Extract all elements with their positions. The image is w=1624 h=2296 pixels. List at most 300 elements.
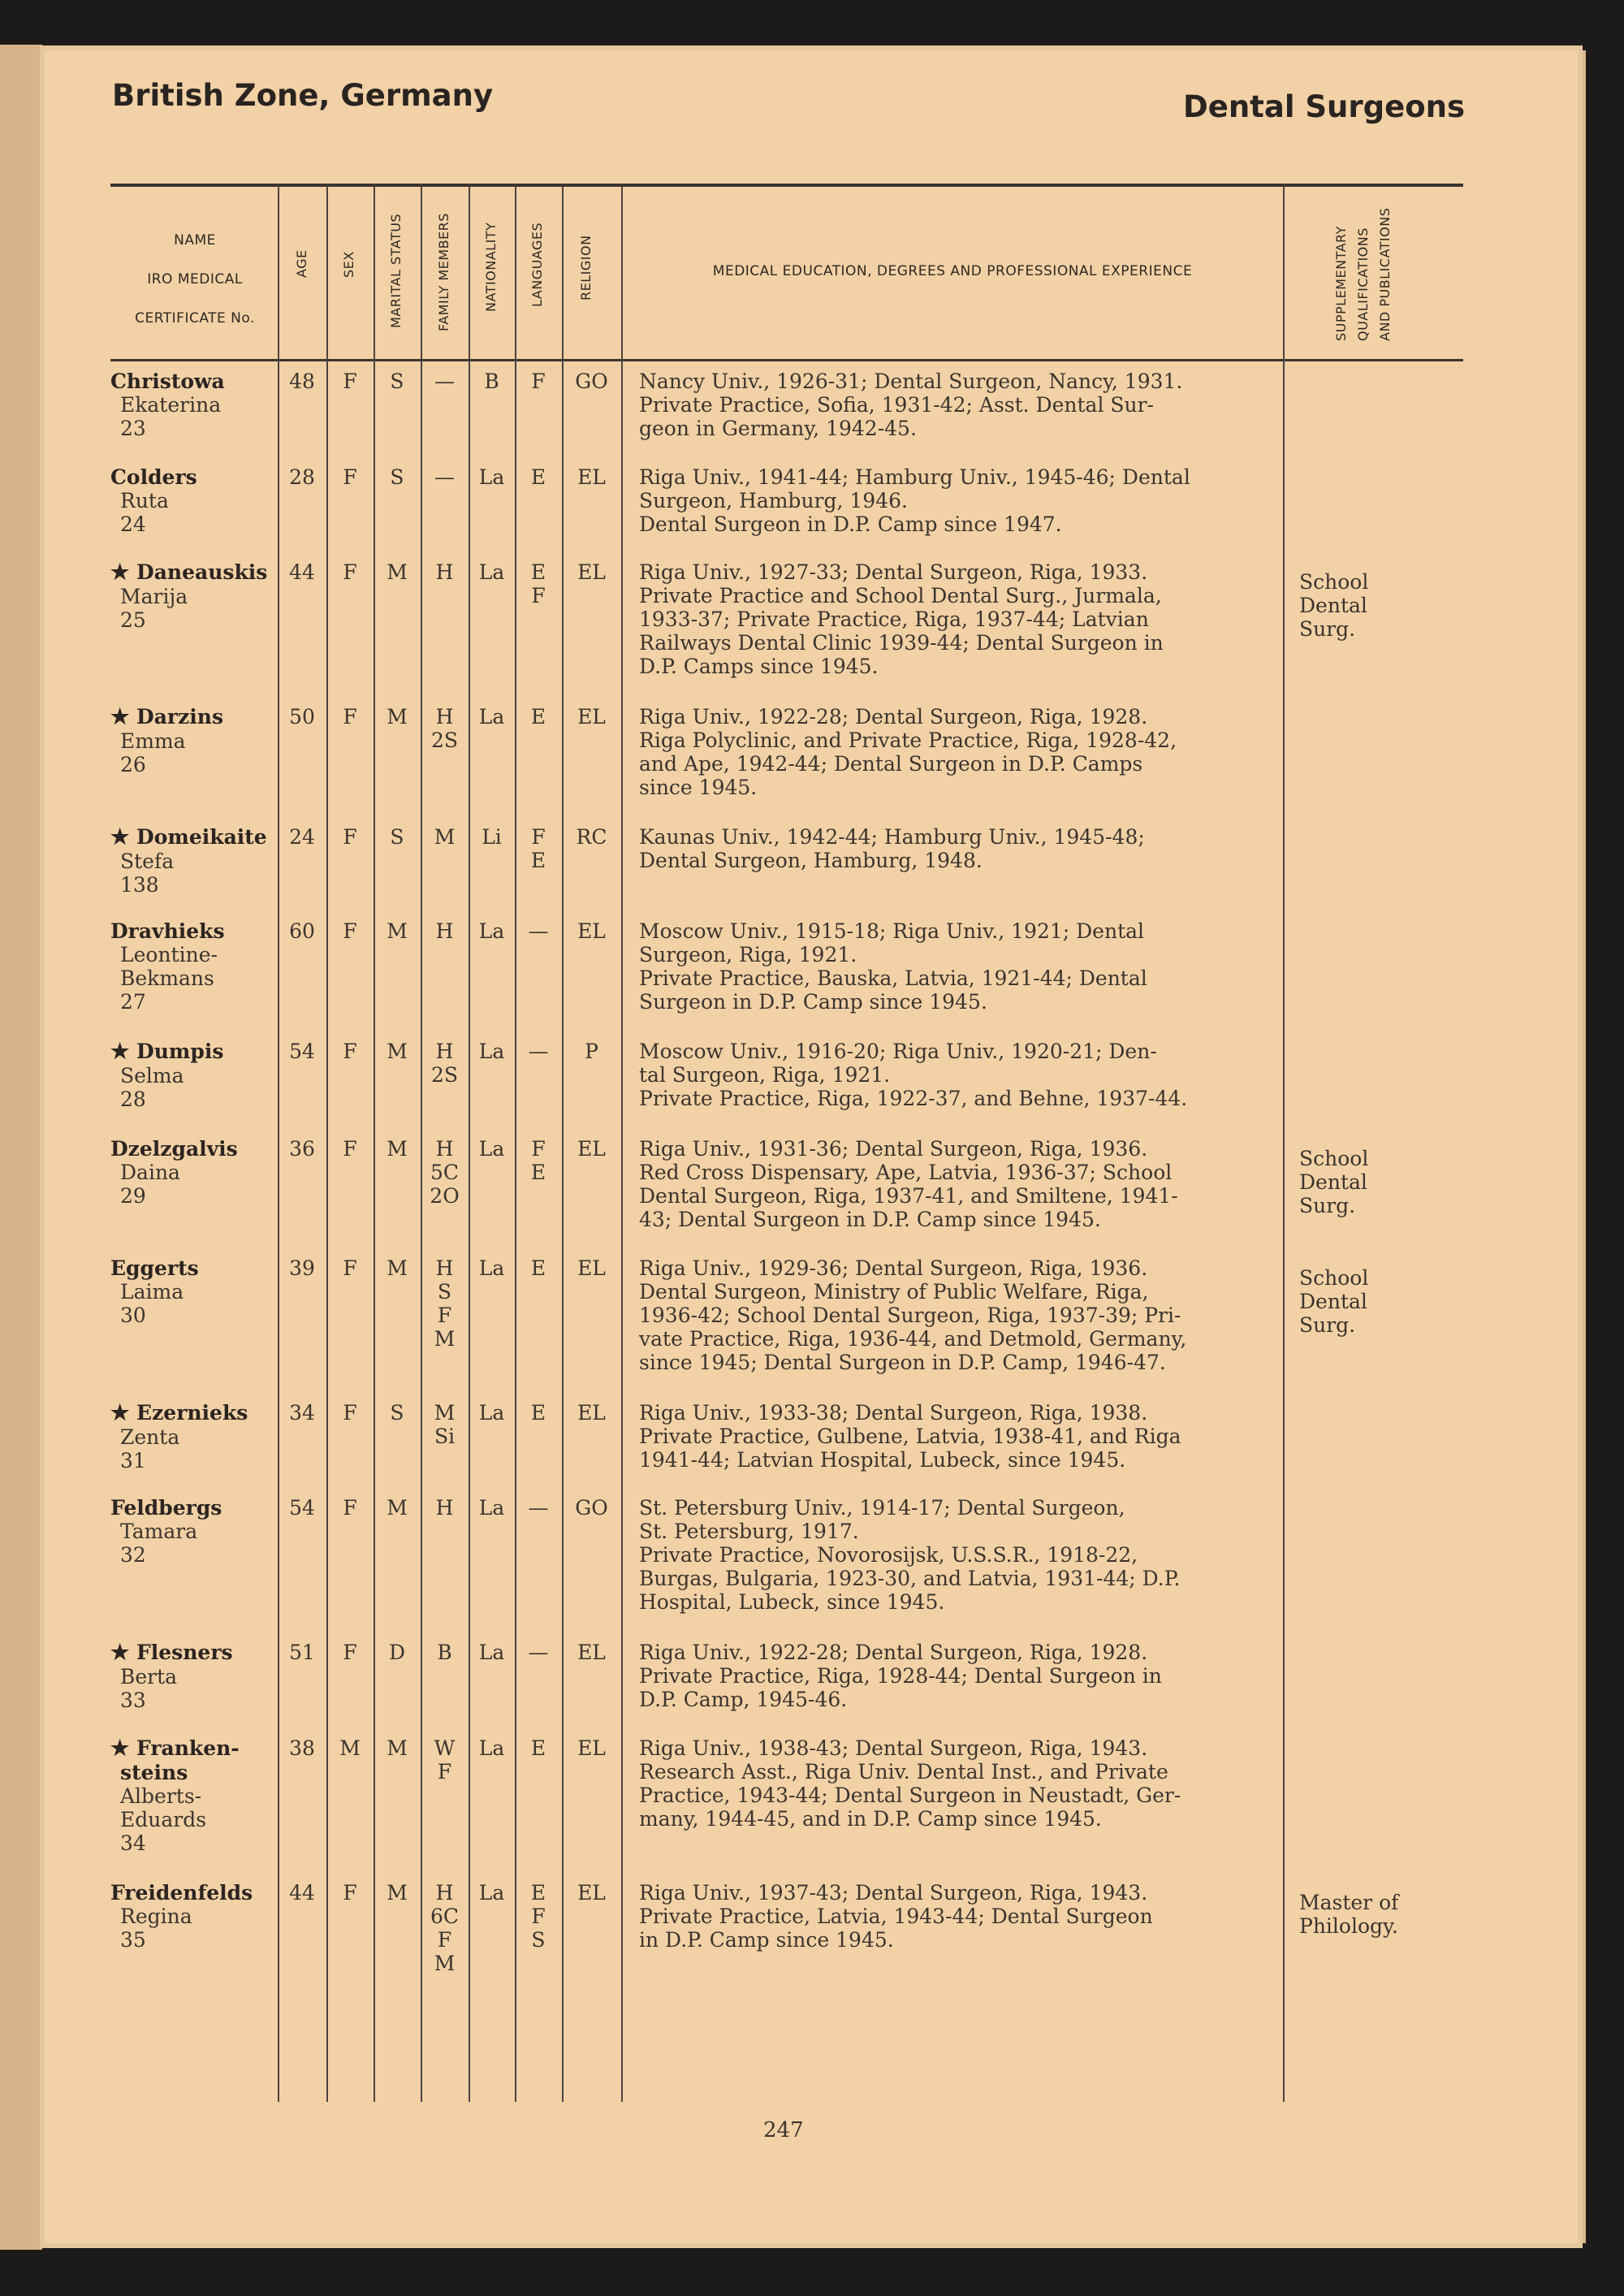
surname: Feldbergs	[110, 1496, 222, 1520]
supplementary-line: Dental	[1299, 1170, 1367, 1194]
entry-name	[110, 1881, 273, 1952]
education-line: D.P. Camp, 1945-46.	[639, 1688, 848, 1711]
cell-fam-line: H	[435, 919, 454, 943]
certificate-number: 25	[120, 608, 146, 632]
supplementary-line: Master of	[1299, 1891, 1399, 1914]
certificate-number: 28	[120, 1087, 146, 1111]
certificate-number: 32	[120, 1543, 146, 1567]
cell-lang-line: E	[530, 560, 546, 584]
surname: Daneauskis	[136, 560, 268, 584]
entry-name	[110, 370, 273, 440]
education-line: tal Surgeon, Riga, 1921.	[639, 1063, 891, 1087]
cell-lang-line: F	[531, 1905, 546, 1928]
education-line: geon in Germany, 1942-45.	[639, 417, 917, 440]
cell-age: 54	[289, 1040, 315, 1063]
cell-age: 54	[289, 1496, 315, 1520]
education-line: Riga Polyclinic, and Private Practice, Riga, 1928-42,	[639, 729, 1177, 752]
cell-sex: M	[339, 1736, 361, 1760]
entry-name	[110, 1641, 273, 1712]
cell-sex: F	[343, 1401, 357, 1425]
cell-mar: S	[390, 825, 404, 849]
cell-lang-line: E	[530, 1256, 546, 1280]
cell-lang-line: S	[531, 1928, 546, 1952]
cell-lang	[515, 919, 562, 943]
education-line: since 1945.	[639, 776, 758, 799]
cell-sex: F	[343, 705, 357, 729]
education-line: 1933-37; Private Practice, Riga, 1937-44; Latvian	[639, 608, 1149, 631]
given-name: Marija	[120, 585, 188, 608]
cell-mar: M	[387, 1881, 408, 1905]
supplementary-line: Surg.	[1299, 617, 1356, 641]
cell-fam-line: 2O	[430, 1184, 460, 1208]
cell-lang	[515, 705, 562, 729]
education-text	[639, 1881, 1272, 1952]
cell-rel: EL	[577, 1641, 606, 1664]
zone-title: British Zone, Germany	[112, 78, 494, 113]
cell-fam	[421, 1137, 469, 1208]
cell-fam-line: M	[434, 825, 456, 849]
cell-lang	[515, 1040, 562, 1063]
cell-rel: EL	[577, 1256, 606, 1280]
cell-fam	[421, 370, 469, 393]
cell-fam-line: W	[434, 1736, 456, 1760]
surname: Dravhieks	[110, 919, 225, 943]
star-icon: ★	[110, 705, 130, 729]
certificate-number: 35	[120, 1928, 146, 1952]
education-line: Surgeon, Hamburg, 1946.	[639, 489, 908, 512]
cell-fam-line: H	[435, 1040, 454, 1063]
cell-nat: La	[478, 1256, 505, 1280]
cell-rel: EL	[577, 1736, 606, 1760]
cell-lang	[515, 825, 562, 872]
cell-lang	[515, 465, 562, 489]
cell-sex: F	[343, 1040, 357, 1063]
education-line: Riga Univ., 1931-36; Dental Surgeon, Riga, 1936.	[639, 1137, 1148, 1161]
cell-fam	[421, 1736, 469, 1784]
education-line: Nancy Univ., 1926-31; Dental Surgeon, Nancy, 1931.	[639, 370, 1183, 393]
cell-fam	[421, 825, 469, 849]
cell-fam	[421, 560, 469, 584]
cell-age: 48	[289, 370, 315, 393]
education-line: Private Practice and School Dental Surg., Jurmala,	[639, 584, 1162, 608]
cell-sex: F	[343, 370, 357, 393]
education-line: Private Practice, Riga, 1928-44; Dental Surgeon in	[639, 1664, 1162, 1688]
certificate-number: 23	[120, 417, 146, 440]
education-text	[639, 1401, 1272, 1472]
education-line: 1941-44; Latvian Hospital, Lubeck, since 1945.	[639, 1448, 1126, 1472]
education-line: Private Practice, Latvia, 1943-44; Dental Surgeon	[639, 1905, 1153, 1928]
education-line: Practice, 1943-44; Dental Surgeon in Neustadt, Ger-	[639, 1784, 1181, 1807]
cell-nat: B	[484, 370, 499, 393]
education-line: Private Practice, Bauska, Latvia, 1921-44; Dental	[639, 966, 1147, 990]
cell-mar: M	[387, 1496, 408, 1520]
education-line: St. Petersburg, 1917.	[639, 1520, 859, 1543]
header-rule-bottom	[110, 359, 1463, 361]
cell-fam-line: F	[437, 1304, 452, 1327]
cell-age: 36	[289, 1137, 315, 1161]
certificate-number: 30	[120, 1304, 146, 1327]
certificate-number: 24	[120, 512, 146, 536]
cell-fam-line: —	[434, 465, 455, 489]
education-line: Riga Univ., 1933-38; Dental Surgeon, Riga, 1938.	[639, 1401, 1148, 1425]
education-text	[639, 1040, 1272, 1110]
col-header-supp: SUPPLEMENTARY QUALIFICATIONS AND PUBLICATIONS	[1333, 207, 1393, 341]
cell-lang-line: —	[528, 919, 549, 943]
cell-mar: M	[387, 1736, 408, 1760]
star-icon: ★	[110, 560, 130, 585]
education-text	[639, 1496, 1272, 1614]
education-text	[639, 370, 1272, 440]
certificate-number: 26	[120, 753, 146, 776]
surname: Flesners	[136, 1641, 233, 1664]
cell-mar: S	[390, 370, 404, 393]
surname: Domeikaite	[136, 825, 267, 849]
cell-mar: M	[387, 705, 408, 729]
education-text	[639, 465, 1272, 536]
education-line: many, 1944-45, and in D.P. Camp since 1945.	[639, 1807, 1102, 1831]
cell-fam-line: Si	[434, 1425, 456, 1448]
cell-fam	[421, 705, 469, 752]
cell-nat: La	[478, 1881, 505, 1905]
education-text	[639, 919, 1272, 1014]
education-text	[639, 705, 1272, 799]
supplementary-line: Dental	[1299, 594, 1367, 617]
cell-nat: La	[478, 1641, 505, 1664]
entry-name	[110, 825, 273, 897]
cell-mar: M	[387, 560, 408, 584]
col-header-family: FAMILY MEMBERS	[436, 213, 451, 331]
given-name: Emma	[120, 729, 186, 753]
cell-fam	[421, 465, 469, 489]
cell-fam-line: H	[435, 1256, 454, 1280]
education-line: Riga Univ., 1922-28; Dental Surgeon, Riga, 1928.	[639, 1641, 1148, 1664]
cell-fam-line: B	[437, 1641, 452, 1664]
certificate-number: 27	[120, 990, 146, 1014]
education-line: Private Practice, Novorosijsk, U.S.S.R., 1918-22,	[639, 1543, 1138, 1567]
education-line: Red Cross Dispensary, Ape, Latvia, 1936-37; School	[639, 1161, 1173, 1184]
education-line: Moscow Univ., 1915-18; Riga Univ., 1921; Dental	[639, 919, 1145, 943]
cell-fam-line: M	[434, 1401, 456, 1425]
certificate-number: 34	[120, 1831, 146, 1855]
education-line: and Ape, 1942-44; Dental Surgeon in D.P. Camps	[639, 752, 1143, 776]
cell-lang-line: E	[530, 1401, 546, 1425]
cell-mar: M	[387, 1256, 408, 1280]
surname: Freidenfelds	[110, 1881, 253, 1905]
supplementary-text	[1299, 1147, 1462, 1217]
cell-fam-line: M	[434, 1952, 456, 1975]
education-line: Riga Univ., 1927-33; Dental Surgeon, Riga, 1933.	[639, 560, 1148, 584]
cell-lang-line: —	[528, 1641, 549, 1664]
education-line: Dental Surgeon in D.P. Camp since 1947.	[639, 512, 1062, 536]
education-line: vate Practice, Riga, 1936-44, and Detmold, Germany,	[639, 1327, 1187, 1351]
cell-fam	[421, 1256, 469, 1351]
book-gutter	[0, 45, 42, 2250]
given-name: Eduards	[120, 1808, 207, 1831]
entry-name	[110, 1496, 273, 1567]
cell-fam-line: M	[434, 1327, 456, 1351]
cell-mar: D	[388, 1641, 406, 1664]
entry-name	[110, 465, 273, 536]
cell-sex: F	[343, 1496, 357, 1520]
cell-fam-line: S	[437, 1280, 452, 1304]
education-line: Surgeon in D.P. Camp since 1945.	[639, 990, 987, 1014]
cell-rel: EL	[577, 1401, 606, 1425]
cell-fam-line: H	[435, 560, 454, 584]
cell-age: 28	[289, 465, 315, 489]
cell-fam-line: 2S	[430, 1063, 459, 1087]
cell-sex: F	[343, 560, 357, 584]
education-text	[639, 1641, 1272, 1711]
surname: Dumpis	[136, 1040, 224, 1063]
education-line: Riga Univ., 1929-36; Dental Surgeon, Riga, 1936.	[639, 1256, 1148, 1280]
cell-lang	[515, 1256, 562, 1280]
given-name: Ruta	[120, 489, 169, 512]
cell-sex: F	[343, 1256, 357, 1280]
cell-fam	[421, 1040, 469, 1087]
col-divider	[1283, 185, 1285, 2102]
cell-age: 44	[289, 560, 315, 584]
education-text	[639, 1137, 1272, 1231]
education-line: Research Asst., Riga Univ. Dental Inst., and Private	[639, 1760, 1168, 1784]
given-name: Leontine-	[120, 943, 218, 966]
cell-fam	[421, 1641, 469, 1664]
cell-rel: GO	[575, 370, 608, 393]
education-line: Dental Surgeon, Riga, 1937-41, and Smiltene, 1941-	[639, 1184, 1178, 1208]
cell-mar: M	[387, 919, 408, 943]
surname: Ezernieks	[136, 1401, 248, 1425]
cell-lang-line: E	[530, 465, 546, 489]
cell-nat: La	[478, 705, 505, 729]
surname: Darzins	[136, 705, 224, 729]
cell-fam	[421, 1401, 469, 1448]
education-line: Riga Univ., 1937-43; Dental Surgeon, Riga, 1943.	[639, 1881, 1148, 1905]
cell-lang-line: E	[530, 1881, 546, 1905]
cell-fam-line: 6C	[430, 1905, 460, 1928]
entry-name	[110, 1040, 273, 1111]
cell-nat: La	[478, 560, 505, 584]
education-line: 1936-42; School Dental Surgeon, Riga, 1937-39; Pri-	[639, 1304, 1181, 1327]
col-header-marital: MARITAL STATUS	[388, 213, 404, 328]
cell-lang	[515, 1736, 562, 1760]
cell-fam-line: F	[437, 1760, 452, 1784]
certificate-number: 31	[120, 1449, 146, 1472]
education-text	[639, 1256, 1272, 1374]
given-name: Regina	[120, 1905, 192, 1928]
cell-nat: La	[478, 919, 505, 943]
cell-age: 24	[289, 825, 315, 849]
cell-lang-line: F	[531, 584, 546, 608]
certificate-number: 138	[120, 873, 159, 897]
col-header-nationality: NATIONALITY	[483, 222, 499, 312]
cell-fam-line: H	[435, 1137, 454, 1161]
entry-name	[110, 1256, 273, 1327]
surname-cont: steins	[120, 1761, 188, 1784]
cell-fam	[421, 1881, 469, 1975]
surname: Colders	[110, 465, 197, 489]
cell-sex: F	[343, 1881, 357, 1905]
given-name: Bekmans	[120, 966, 214, 990]
certificate-number: 33	[120, 1688, 146, 1712]
cell-lang	[515, 1137, 562, 1184]
col-header-languages: LANGUAGES	[529, 222, 545, 307]
education-line: Burgas, Bulgaria, 1923-30, and Latvia, 1931-44; D.P.	[639, 1567, 1181, 1590]
cell-rel: EL	[577, 919, 606, 943]
cell-lang-line: F	[531, 825, 546, 849]
cell-lang	[515, 1641, 562, 1664]
education-line: Riga Univ., 1922-28; Dental Surgeon, Riga, 1928.	[639, 705, 1148, 729]
certificate-number: 29	[120, 1184, 146, 1208]
cell-nat: La	[478, 465, 505, 489]
col-header-religion: RELIGION	[578, 235, 594, 301]
cell-sex: F	[343, 1641, 357, 1664]
entry-name	[110, 919, 273, 1014]
supplementary-line: School	[1299, 570, 1369, 594]
cell-lang	[515, 560, 562, 608]
cell-mar: S	[390, 465, 404, 489]
cell-lang	[515, 1881, 562, 1952]
star-icon: ★	[110, 1736, 130, 1761]
cell-age: 38	[289, 1736, 315, 1760]
page-number: 247	[763, 2118, 804, 2143]
cell-age: 44	[289, 1881, 315, 1905]
supplementary-text	[1299, 570, 1462, 641]
surname: Franken-	[136, 1736, 240, 1760]
cell-lang-line: —	[528, 1496, 549, 1520]
entry-name	[110, 1401, 273, 1472]
cell-lang-line: F	[531, 370, 546, 393]
supplementary-text	[1299, 1891, 1462, 1938]
supplementary-text	[1299, 1266, 1462, 1337]
cell-lang	[515, 370, 562, 393]
cell-nat: Li	[482, 825, 502, 849]
surname: Dzelzgalvis	[110, 1137, 238, 1161]
supplementary-line: Philology.	[1299, 1914, 1398, 1938]
cell-nat: La	[478, 1496, 505, 1520]
entry-name	[110, 560, 273, 632]
cell-rel: RC	[576, 825, 607, 849]
star-icon: ★	[110, 1641, 130, 1665]
education-line: Riga Univ., 1941-44; Hamburg Univ., 1945-46; Dental	[639, 465, 1190, 489]
cell-age: 34	[289, 1401, 315, 1425]
cell-rel: P	[585, 1040, 598, 1063]
cell-lang-line: E	[530, 705, 546, 729]
cell-nat: La	[478, 1401, 505, 1425]
given-name: Alberts-	[120, 1784, 202, 1808]
given-name: Selma	[120, 1064, 184, 1087]
education-text	[639, 1736, 1272, 1831]
cell-fam-line: —	[434, 370, 455, 393]
surname: Eggerts	[110, 1256, 199, 1280]
cell-nat: La	[478, 1137, 505, 1161]
education-line: Private Practice, Riga, 1922-37, and Behne, 1937-44.	[639, 1087, 1188, 1110]
education-line: D.P. Camps since 1945.	[639, 655, 879, 678]
cell-mar: S	[390, 1401, 404, 1425]
education-line: since 1945; Dental Surgeon in D.P. Camp, 1946-47.	[639, 1351, 1166, 1374]
entry-name	[110, 1736, 273, 1855]
supplementary-line: School	[1299, 1147, 1369, 1170]
supplementary-line: School	[1299, 1266, 1369, 1290]
header-rule-top	[110, 184, 1463, 187]
cell-fam	[421, 919, 469, 943]
given-name: Stefa	[120, 850, 175, 873]
star-icon: ★	[110, 1040, 130, 1064]
supplementary-line: Surg.	[1299, 1313, 1356, 1337]
col-header-name: NAME IRO MEDICAL CERTIFICATE No.	[135, 232, 255, 326]
cell-rel: EL	[577, 1881, 606, 1905]
given-name: Daina	[120, 1161, 180, 1184]
surname: Christowa	[110, 370, 225, 393]
cell-rel: EL	[577, 465, 606, 489]
cell-lang-line: E	[530, 1736, 546, 1760]
cell-lang-line: F	[531, 1137, 546, 1161]
cell-fam-line: H	[435, 1496, 454, 1520]
cell-rel: EL	[577, 560, 606, 584]
education-line: Dental Surgeon, Ministry of Public Welfare, Riga,	[639, 1280, 1149, 1304]
cell-lang	[515, 1401, 562, 1425]
cell-lang-line: E	[530, 1161, 546, 1184]
cell-age: 51	[289, 1641, 315, 1664]
cell-rel: EL	[577, 1137, 606, 1161]
education-line: Riga Univ., 1938-43; Dental Surgeon, Riga, 1943.	[639, 1736, 1148, 1760]
cell-mar: M	[387, 1137, 408, 1161]
cell-mar: M	[387, 1040, 408, 1063]
supplementary-line: Surg.	[1299, 1194, 1356, 1217]
education-line: Railways Dental Clinic 1939-44; Dental Surgeon in	[639, 631, 1164, 655]
given-name: Berta	[120, 1665, 178, 1688]
cell-lang	[515, 1496, 562, 1520]
entry-name	[110, 705, 273, 776]
given-name: Ekaterina	[120, 393, 222, 417]
cell-age: 60	[289, 919, 315, 943]
given-name: Laima	[120, 1280, 184, 1304]
given-name: Tamara	[120, 1520, 198, 1543]
education-line: Dental Surgeon, Hamburg, 1948.	[639, 849, 983, 872]
cell-fam-line: 2S	[430, 729, 459, 752]
education-line: 43; Dental Surgeon in D.P. Camp since 1945.	[639, 1208, 1101, 1231]
cell-fam-line: H	[435, 705, 454, 729]
cell-sex: F	[343, 1137, 357, 1161]
col-divider	[621, 185, 623, 2102]
supplementary-line: Dental	[1299, 1290, 1367, 1313]
cell-fam-line: H	[435, 1881, 454, 1905]
cell-age: 50	[289, 705, 315, 729]
cell-rel: GO	[575, 1496, 608, 1520]
cell-rel: EL	[577, 705, 606, 729]
section-title: Dental Surgeons	[1183, 89, 1465, 124]
education-line: Kaunas Univ., 1942-44; Hamburg Univ., 1945-48;	[639, 825, 1145, 849]
education-line: Hospital, Lubeck, since 1945.	[639, 1590, 945, 1614]
star-icon: ★	[110, 825, 130, 850]
education-line: in D.P. Camp since 1945.	[639, 1928, 894, 1952]
education-text	[639, 560, 1272, 678]
education-line: Surgeon, Riga, 1921.	[639, 943, 857, 966]
education-line: Private Practice, Gulbene, Latvia, 1938-41, and Riga	[639, 1425, 1181, 1448]
cell-sex: F	[343, 465, 357, 489]
cell-fam-line: F	[437, 1928, 452, 1952]
cell-sex: F	[343, 919, 357, 943]
education-line: St. Petersburg Univ., 1914-17; Dental Surgeon,	[639, 1496, 1125, 1520]
cell-lang-line: E	[530, 849, 546, 872]
col-header-sex: SEX	[341, 251, 356, 278]
cell-lang-line: —	[528, 1040, 549, 1063]
cell-age: 39	[289, 1256, 315, 1280]
education-line: Private Practice, Sofia, 1931-42; Asst. Dental Sur-	[639, 393, 1155, 417]
entry-name	[110, 1137, 273, 1208]
col-header-age: AGE	[294, 249, 309, 278]
cell-nat: La	[478, 1040, 505, 1063]
star-icon: ★	[110, 1401, 130, 1425]
cell-fam-line: 5C	[430, 1161, 460, 1184]
